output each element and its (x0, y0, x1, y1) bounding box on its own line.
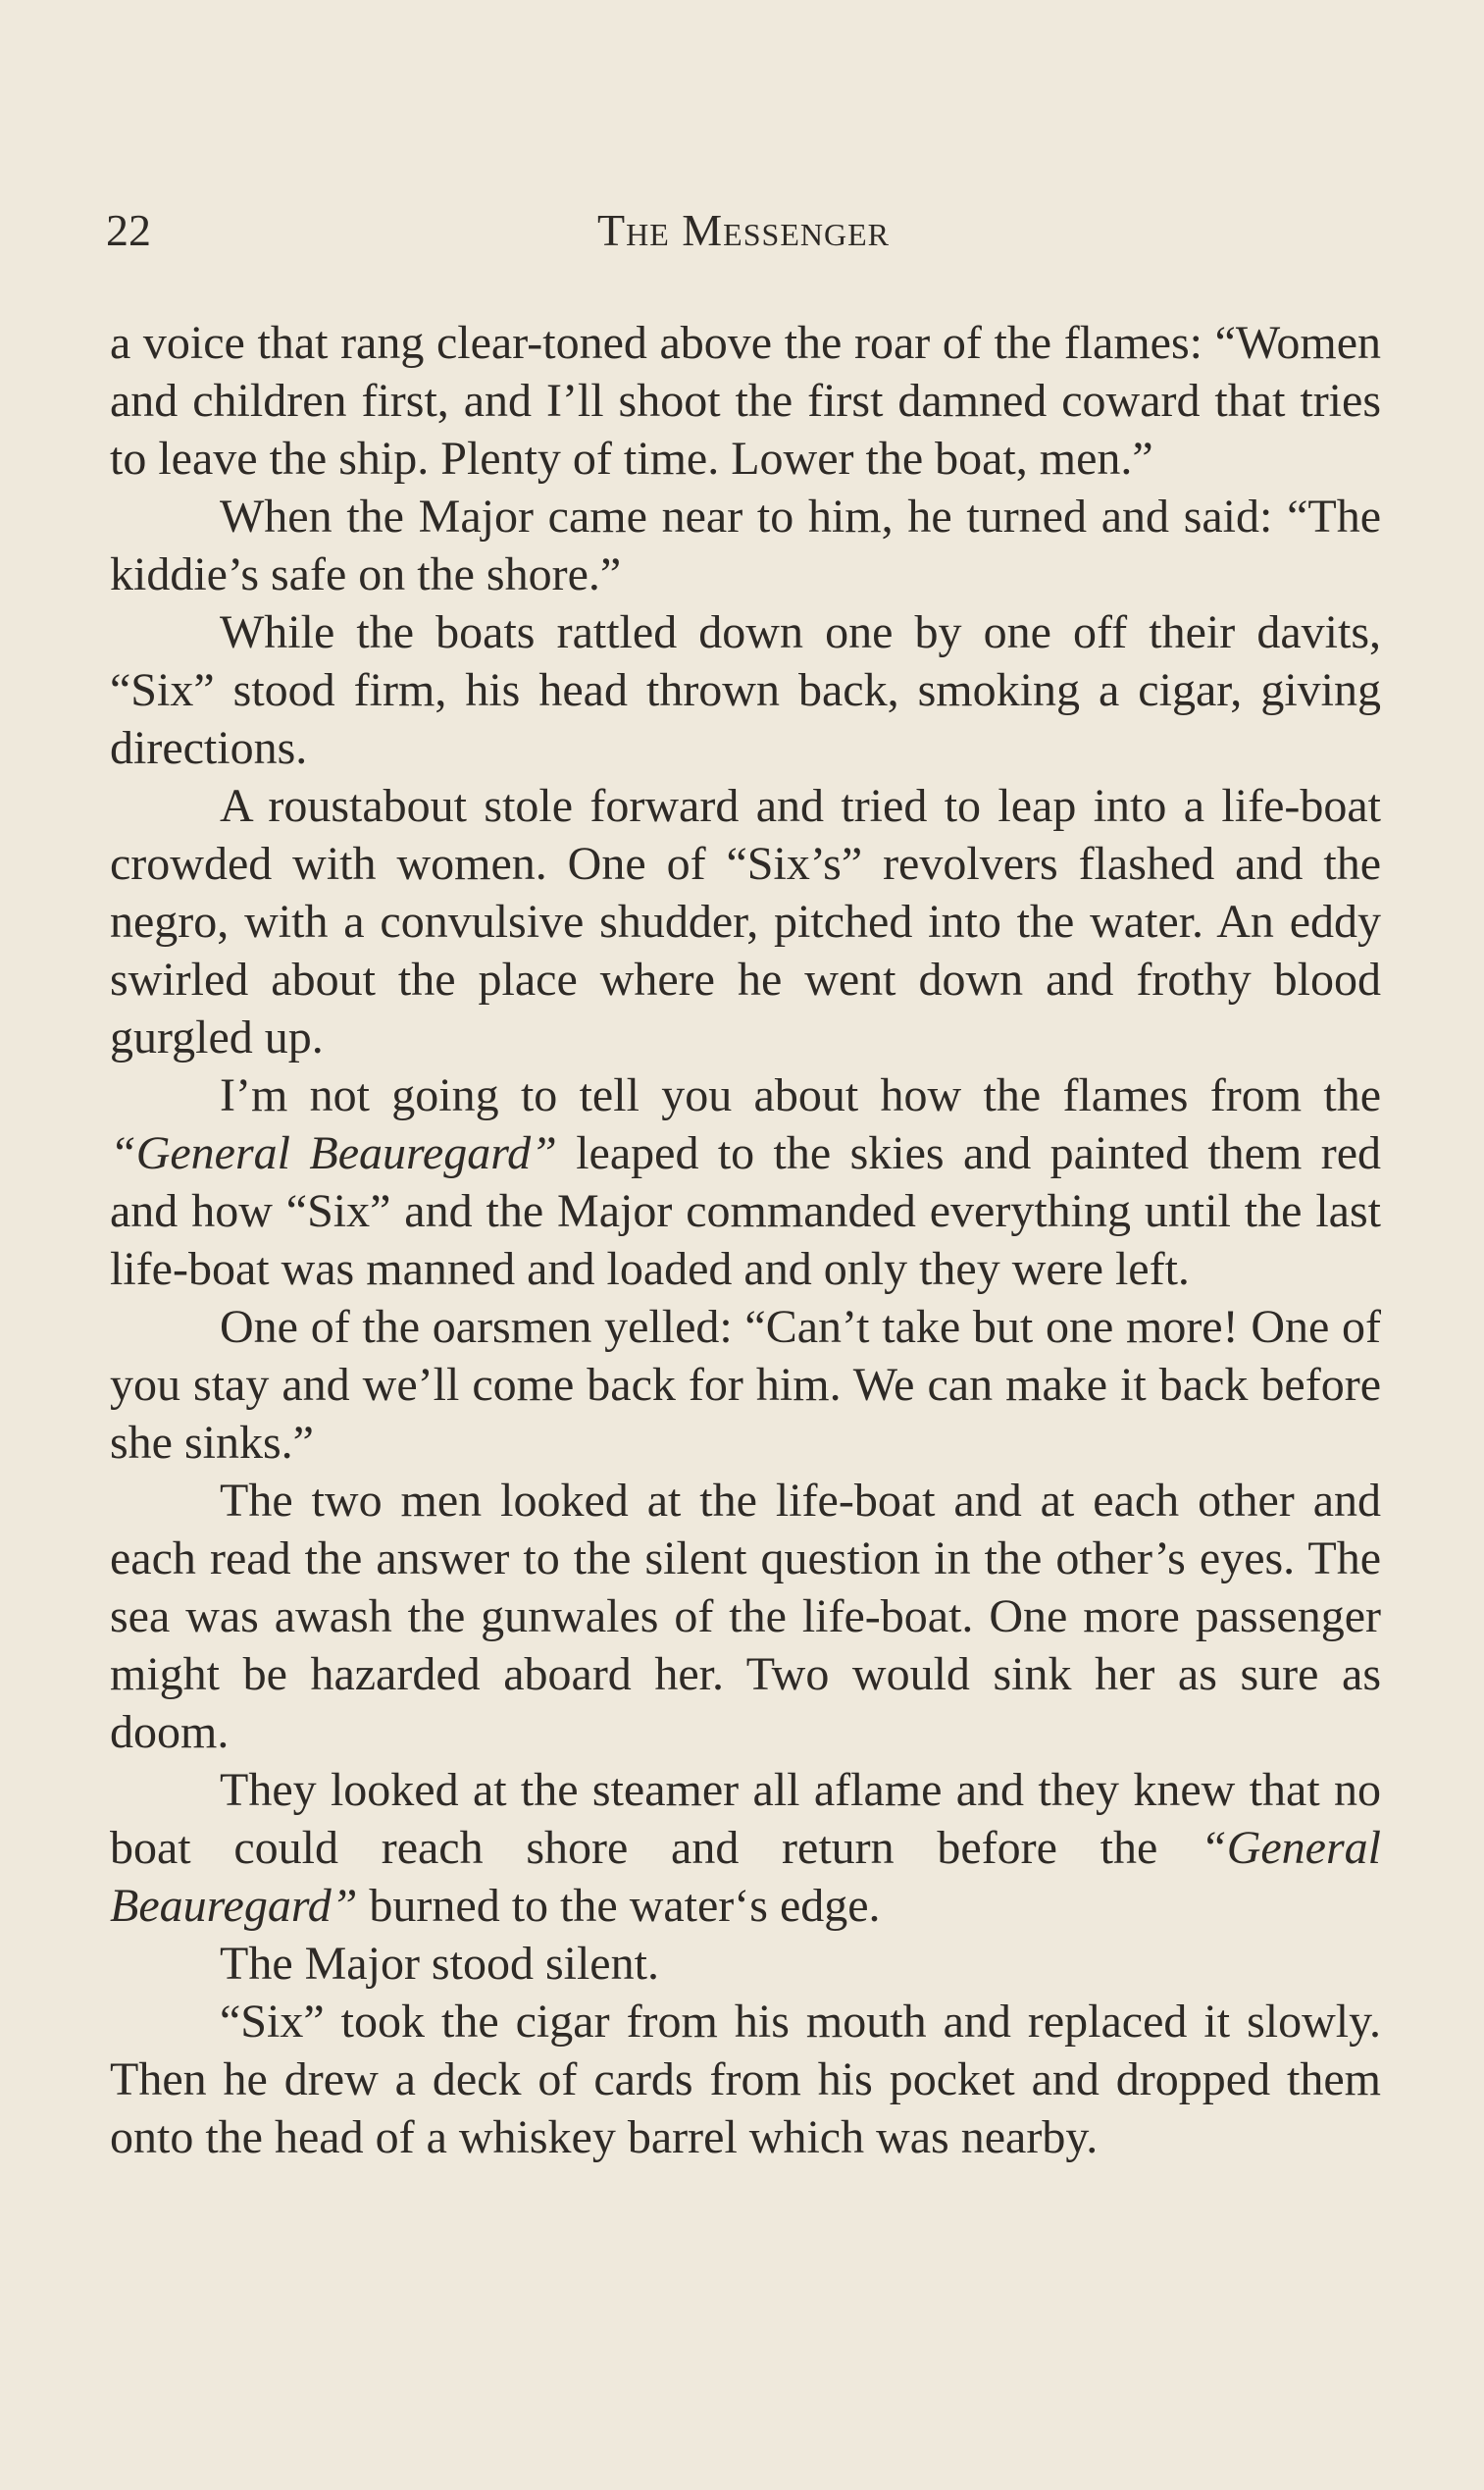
body-text (110, 314, 1381, 2166)
text-segment: leaped to the skies and painted them red and how “Six” and the Major commanded everything until the last life-boat was manned and loaded and only they were left. (110, 1127, 1381, 1295)
paragraph (110, 1472, 1381, 1761)
paragraph (110, 603, 1381, 777)
italic-text: “General Beauregard” (110, 1127, 557, 1179)
text-segment: “Six” took the cigar from his mouth and replaced it slowly. Then he drew a deck of cards from his pocket and dropped them onto the head of a whiskey barrel which was nearby. (110, 1996, 1381, 2163)
paragraph (110, 1298, 1381, 1472)
text-segment: The Major stood silent. (220, 1938, 659, 1990)
text-segment: The two men looked at the life-boat and at each other and each read the answer to the silent question in the other’s eyes. The sea was awash the gunwales of the life-boat. One more passenger might be hazarded aboard her. Two would sink her as sure as doom. (110, 1475, 1381, 1758)
page-number: 22 (106, 205, 151, 255)
paragraph (110, 1066, 1381, 1298)
paragraph (110, 777, 1381, 1066)
text-segment: While the boats rattled down one by one off their davits, “Six” stood firm, his head thrown back, smoking a cigar, giving directions. (110, 606, 1381, 774)
paragraph (110, 488, 1381, 603)
page-header (106, 201, 1381, 260)
text-segment: a voice that rang clear-toned above the roar of the flames: “Women and children first, and I’ll shoot the first damned coward that tries to leave the ship. Plenty of time. Lower the boat, men.” (110, 317, 1381, 485)
italic-text: “General Beauregard” (110, 1822, 1381, 1932)
paragraph (110, 1993, 1381, 2166)
text-segment: I’m not going to tell you about how the flames from the (220, 1069, 1381, 1121)
text-segment: One of the oarsmen yelled: “Can’t take but one more! One of you stay and we’ll come back for him. We can make it back before she sinks.” (110, 1301, 1381, 1469)
running-title: The Messenger (597, 205, 890, 255)
text-segment: They looked at the steamer all aflame and they knew that no boat could reach shore and return before the (110, 1764, 1381, 1874)
text-segment: burned to the water‘s edge. (357, 1880, 881, 1932)
text-segment: When the Major came near to him, he turned and said: “The kiddie’s safe on the shore.” (110, 491, 1381, 600)
text-segment: A roustabout stole forward and tried to leap into a life-boat crowded with women. One of “Six’s” revolvers flashed and the negro, with a convulsive shudder, pitched into the water. An eddy swirled about the place where he went down and frothy blood gurgled up. (110, 780, 1381, 1063)
paragraph (110, 1935, 1381, 1993)
paragraph (110, 1761, 1381, 1935)
paragraph (110, 314, 1381, 488)
